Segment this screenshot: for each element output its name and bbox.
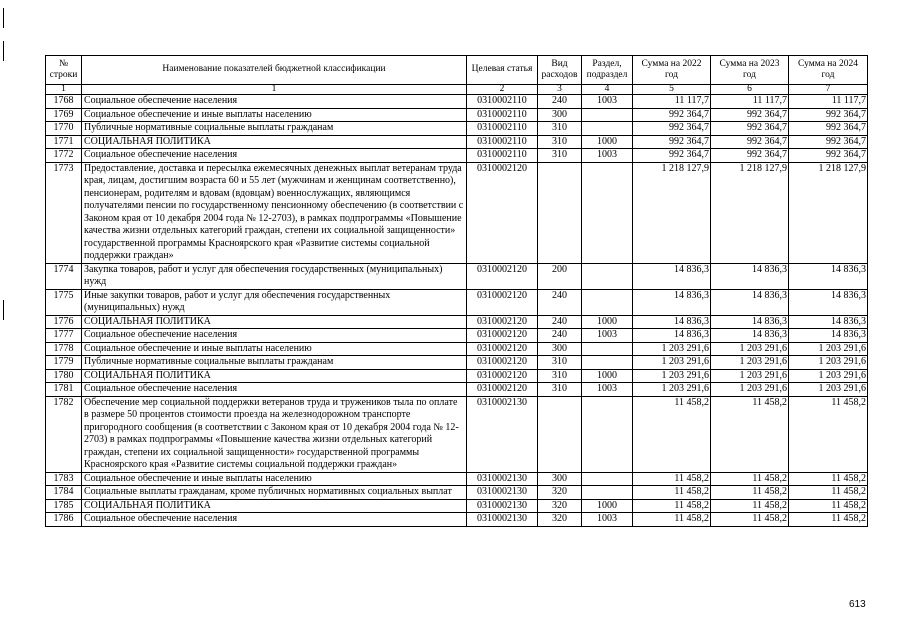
expense-type-cell <box>538 396 582 472</box>
sum-2023-cell: 1 203 291,6 <box>711 369 789 383</box>
row-number-cell: 1783 <box>46 472 82 486</box>
row-number-cell: 1779 <box>46 356 82 370</box>
table-body <box>46 95 868 527</box>
section-cell <box>582 289 633 315</box>
sum-2024-cell: 14 836,3 <box>789 263 868 289</box>
section-cell <box>582 396 633 472</box>
scan-edge-mark <box>3 8 4 28</box>
sum-2023-cell: 14 836,3 <box>711 263 789 289</box>
sum-2024-cell: 992 364,7 <box>789 108 868 122</box>
section-cell <box>582 486 633 500</box>
name-cell: Социальное обеспечение населения <box>82 513 467 527</box>
name-cell: Социальное обеспечение населения <box>82 149 467 163</box>
sum-2024-cell: 11 458,2 <box>789 396 868 472</box>
sum-2023-cell: 1 218 127,9 <box>711 162 789 263</box>
table-row <box>46 486 868 500</box>
sum-2022-cell: 11 117,7 <box>633 95 711 109</box>
table-row <box>46 108 868 122</box>
row-number-cell: 1782 <box>46 396 82 472</box>
table-row <box>46 289 868 315</box>
expense-type-cell: 240 <box>538 95 582 109</box>
table-row <box>46 135 868 149</box>
header-name: Наименование показателей бюджетной классификации <box>82 56 467 85</box>
sum-2023-cell: 11 458,2 <box>711 486 789 500</box>
name-cell: Социальное обеспечение населения <box>82 329 467 343</box>
sum-2024-cell: 11 458,2 <box>789 472 868 486</box>
sum-2023-cell: 11 458,2 <box>711 396 789 472</box>
section-cell <box>582 162 633 263</box>
name-cell: СОЦИАЛЬНАЯ ПОЛИТИКА <box>82 135 467 149</box>
section-cell: 1000 <box>582 499 633 513</box>
section-cell <box>582 356 633 370</box>
name-cell: Публичные нормативные социальные выплаты гражданам <box>82 122 467 136</box>
sum-2024-cell: 1 203 291,6 <box>789 369 868 383</box>
table-row <box>46 383 868 397</box>
target-article-cell: 0310002120 <box>467 162 538 263</box>
sum-2022-cell: 1 203 291,6 <box>633 383 711 397</box>
column-number: 1 <box>46 85 82 95</box>
expense-type-cell: 310 <box>538 356 582 370</box>
name-cell: Социальное обеспечение населения <box>82 383 467 397</box>
row-number-cell: 1784 <box>46 486 82 500</box>
expense-type-cell <box>538 162 582 263</box>
column-number: 7 <box>789 85 868 95</box>
target-article-cell: 0310002120 <box>467 263 538 289</box>
name-cell: Обеспечение мер социальной поддержки ветеранов труда и тружеников тыла по оплате в размере 50 процентов стоимости проезда на железнодорожном транспорте пригородного сообщения (в соответствии с Законом края от 10 декабря 2004 года № 12-2703) в рамках подпрограммы «Повышение качества жизни отдельных категорий граждан, степени их социальной защищенности» государственной программы Красноярского края «Развитие системы социальной поддержки граждан» <box>82 396 467 472</box>
table-row <box>46 396 868 472</box>
column-number: 5 <box>633 85 711 95</box>
sum-2023-cell: 1 203 291,6 <box>711 383 789 397</box>
sum-2023-cell: 11 117,7 <box>711 95 789 109</box>
section-cell: 1000 <box>582 369 633 383</box>
name-cell: СОЦИАЛЬНАЯ ПОЛИТИКА <box>82 499 467 513</box>
column-number: 4 <box>582 85 633 95</box>
section-cell <box>582 472 633 486</box>
name-cell: Социальное обеспечение и иные выплаты населению <box>82 472 467 486</box>
target-article-cell: 0310002120 <box>467 369 538 383</box>
section-cell <box>582 342 633 356</box>
section-cell: 1000 <box>582 135 633 149</box>
name-cell: СОЦИАЛЬНАЯ ПОЛИТИКА <box>82 315 467 329</box>
expense-type-cell: 310 <box>538 122 582 136</box>
sum-2022-cell: 992 364,7 <box>633 122 711 136</box>
scan-edge-mark <box>3 300 4 320</box>
row-number-cell: 1771 <box>46 135 82 149</box>
sum-2023-cell: 992 364,7 <box>711 108 789 122</box>
section-cell: 1003 <box>582 383 633 397</box>
sum-2022-cell: 1 203 291,6 <box>633 342 711 356</box>
column-number-row <box>46 85 868 95</box>
sum-2023-cell: 11 458,2 <box>711 513 789 527</box>
row-number-cell: 1781 <box>46 383 82 397</box>
sum-2022-cell: 14 836,3 <box>633 263 711 289</box>
target-article-cell: 0310002110 <box>467 95 538 109</box>
sum-2022-cell: 11 458,2 <box>633 499 711 513</box>
expense-type-cell: 320 <box>538 499 582 513</box>
row-number-cell: 1778 <box>46 342 82 356</box>
header-target-article: Целевая статья <box>467 56 538 85</box>
sum-2024-cell: 992 364,7 <box>789 122 868 136</box>
row-number-cell: 1776 <box>46 315 82 329</box>
header-sum-2022: Сумма на 2022 год <box>633 56 711 85</box>
target-article-cell: 0310002110 <box>467 122 538 136</box>
target-article-cell: 0310002110 <box>467 108 538 122</box>
expense-type-cell: 310 <box>538 149 582 163</box>
expense-type-cell: 300 <box>538 108 582 122</box>
sum-2024-cell: 1 203 291,6 <box>789 383 868 397</box>
name-cell: Закупка товаров, работ и услуг для обеспечения государственных (муниципальных) нужд <box>82 263 467 289</box>
table-row <box>46 162 868 263</box>
row-number-cell: 1774 <box>46 263 82 289</box>
sum-2022-cell: 992 364,7 <box>633 108 711 122</box>
table-row <box>46 472 868 486</box>
sum-2024-cell: 11 458,2 <box>789 499 868 513</box>
row-number-cell: 1773 <box>46 162 82 263</box>
sum-2024-cell: 1 218 127,9 <box>789 162 868 263</box>
section-cell: 1003 <box>582 149 633 163</box>
name-cell: Предоставление, доставка и пересылка ежемесячных денежных выплат ветеранам труда края, лицам, достигшим возраста 60 и 55 лет (мужчинам и женщинам соответственно), пенсионерам, родителям и вдовам (вдовцам) военнослужащих, являющимся получателями пенсии по государственному пенсионному обеспечению (в соответствии с Законом края от 10 декабря 2004 года № 12-2703), в рамках подпрограммы «Повышение качества жизни отдельных категорий граждан, степени их социальной защищенности» государственной программы Красноярского края «Развитие системы социальной поддержки граждан» <box>82 162 467 263</box>
column-number: 2 <box>467 85 538 95</box>
document-page <box>45 55 867 527</box>
sum-2024-cell: 1 203 291,6 <box>789 342 868 356</box>
target-article-cell: 0310002130 <box>467 513 538 527</box>
expense-type-cell: 300 <box>538 472 582 486</box>
section-cell <box>582 122 633 136</box>
header-expense-type: Вид расходов <box>538 56 582 85</box>
expense-type-cell: 240 <box>538 315 582 329</box>
budget-table <box>45 55 868 527</box>
target-article-cell: 0310002130 <box>467 472 538 486</box>
table-row <box>46 342 868 356</box>
sum-2023-cell: 14 836,3 <box>711 289 789 315</box>
row-number-cell: 1769 <box>46 108 82 122</box>
name-cell: Социальное обеспечение и иные выплаты населению <box>82 342 467 356</box>
sum-2024-cell: 11 458,2 <box>789 486 868 500</box>
sum-2024-cell: 992 364,7 <box>789 135 868 149</box>
row-number-cell: 1786 <box>46 513 82 527</box>
target-article-cell: 0310002110 <box>467 149 538 163</box>
row-number-cell: 1770 <box>46 122 82 136</box>
sum-2023-cell: 992 364,7 <box>711 149 789 163</box>
sum-2023-cell: 1 203 291,6 <box>711 356 789 370</box>
row-number-cell: 1775 <box>46 289 82 315</box>
column-number: 1 <box>82 85 467 95</box>
section-cell: 1003 <box>582 329 633 343</box>
table-row <box>46 356 868 370</box>
expense-type-cell: 240 <box>538 289 582 315</box>
row-number-cell: 1772 <box>46 149 82 163</box>
sum-2024-cell: 11 458,2 <box>789 513 868 527</box>
target-article-cell: 0310002120 <box>467 289 538 315</box>
row-number-cell: 1777 <box>46 329 82 343</box>
sum-2022-cell: 14 836,3 <box>633 329 711 343</box>
row-number-cell: 1785 <box>46 499 82 513</box>
name-cell: Публичные нормативные социальные выплаты гражданам <box>82 356 467 370</box>
scan-edge-mark <box>3 41 4 61</box>
name-cell: Социальные выплаты гражданам, кроме публичных нормативных социальных выплат <box>82 486 467 500</box>
row-number-cell: 1780 <box>46 369 82 383</box>
section-cell <box>582 263 633 289</box>
section-cell <box>582 108 633 122</box>
table-row <box>46 315 868 329</box>
sum-2023-cell: 14 836,3 <box>711 315 789 329</box>
section-cell: 1000 <box>582 315 633 329</box>
table-row <box>46 149 868 163</box>
sum-2024-cell: 11 117,7 <box>789 95 868 109</box>
name-cell: Социальное обеспечение и иные выплаты населению <box>82 108 467 122</box>
table-row <box>46 369 868 383</box>
header-row-number: № строки <box>46 56 82 85</box>
sum-2022-cell: 992 364,7 <box>633 149 711 163</box>
sum-2023-cell: 1 203 291,6 <box>711 342 789 356</box>
target-article-cell: 0310002120 <box>467 383 538 397</box>
name-cell: Иные закупки товаров, работ и услуг для обеспечения государственных (муниципальных) нужд <box>82 289 467 315</box>
header-section: Раздел, подраздел <box>582 56 633 85</box>
expense-type-cell: 320 <box>538 486 582 500</box>
row-number-cell: 1768 <box>46 95 82 109</box>
target-article-cell: 0310002120 <box>467 342 538 356</box>
sum-2022-cell: 11 458,2 <box>633 513 711 527</box>
table-row <box>46 329 868 343</box>
sum-2022-cell: 11 458,2 <box>633 396 711 472</box>
expense-type-cell: 310 <box>538 369 582 383</box>
sum-2022-cell: 1 203 291,6 <box>633 369 711 383</box>
expense-type-cell: 320 <box>538 513 582 527</box>
sum-2022-cell: 14 836,3 <box>633 289 711 315</box>
page-number: 613 <box>849 599 866 610</box>
target-article-cell: 0310002120 <box>467 329 538 343</box>
target-article-cell: 0310002130 <box>467 396 538 472</box>
target-article-cell: 0310002120 <box>467 315 538 329</box>
table-row <box>46 499 868 513</box>
table-row <box>46 95 868 109</box>
table-row <box>46 513 868 527</box>
expense-type-cell: 310 <box>538 135 582 149</box>
expense-type-cell: 200 <box>538 263 582 289</box>
expense-type-cell: 240 <box>538 329 582 343</box>
sum-2023-cell: 992 364,7 <box>711 135 789 149</box>
expense-type-cell: 300 <box>538 342 582 356</box>
sum-2024-cell: 14 836,3 <box>789 289 868 315</box>
column-number: 6 <box>711 85 789 95</box>
sum-2022-cell: 1 203 291,6 <box>633 356 711 370</box>
target-article-cell: 0310002130 <box>467 486 538 500</box>
table-row <box>46 263 868 289</box>
target-article-cell: 0310002130 <box>467 499 538 513</box>
sum-2023-cell: 992 364,7 <box>711 122 789 136</box>
header-sum-2024: Сумма на 2024 год <box>789 56 868 85</box>
expense-type-cell: 310 <box>538 383 582 397</box>
section-cell: 1003 <box>582 95 633 109</box>
sum-2022-cell: 992 364,7 <box>633 135 711 149</box>
sum-2022-cell: 11 458,2 <box>633 472 711 486</box>
sum-2023-cell: 14 836,3 <box>711 329 789 343</box>
sum-2022-cell: 1 218 127,9 <box>633 162 711 263</box>
sum-2024-cell: 14 836,3 <box>789 329 868 343</box>
table-row <box>46 122 868 136</box>
sum-2024-cell: 14 836,3 <box>789 315 868 329</box>
sum-2023-cell: 11 458,2 <box>711 472 789 486</box>
name-cell: Социальное обеспечение населения <box>82 95 467 109</box>
section-cell: 1003 <box>582 513 633 527</box>
header-sum-2023: Сумма на 2023 год <box>711 56 789 85</box>
column-number: 3 <box>538 85 582 95</box>
sum-2022-cell: 14 836,3 <box>633 315 711 329</box>
target-article-cell: 0310002120 <box>467 356 538 370</box>
target-article-cell: 0310002110 <box>467 135 538 149</box>
sum-2023-cell: 11 458,2 <box>711 499 789 513</box>
sum-2024-cell: 992 364,7 <box>789 149 868 163</box>
sum-2024-cell: 1 203 291,6 <box>789 356 868 370</box>
sum-2022-cell: 11 458,2 <box>633 486 711 500</box>
name-cell: СОЦИАЛЬНАЯ ПОЛИТИКА <box>82 369 467 383</box>
table-header <box>46 56 868 95</box>
